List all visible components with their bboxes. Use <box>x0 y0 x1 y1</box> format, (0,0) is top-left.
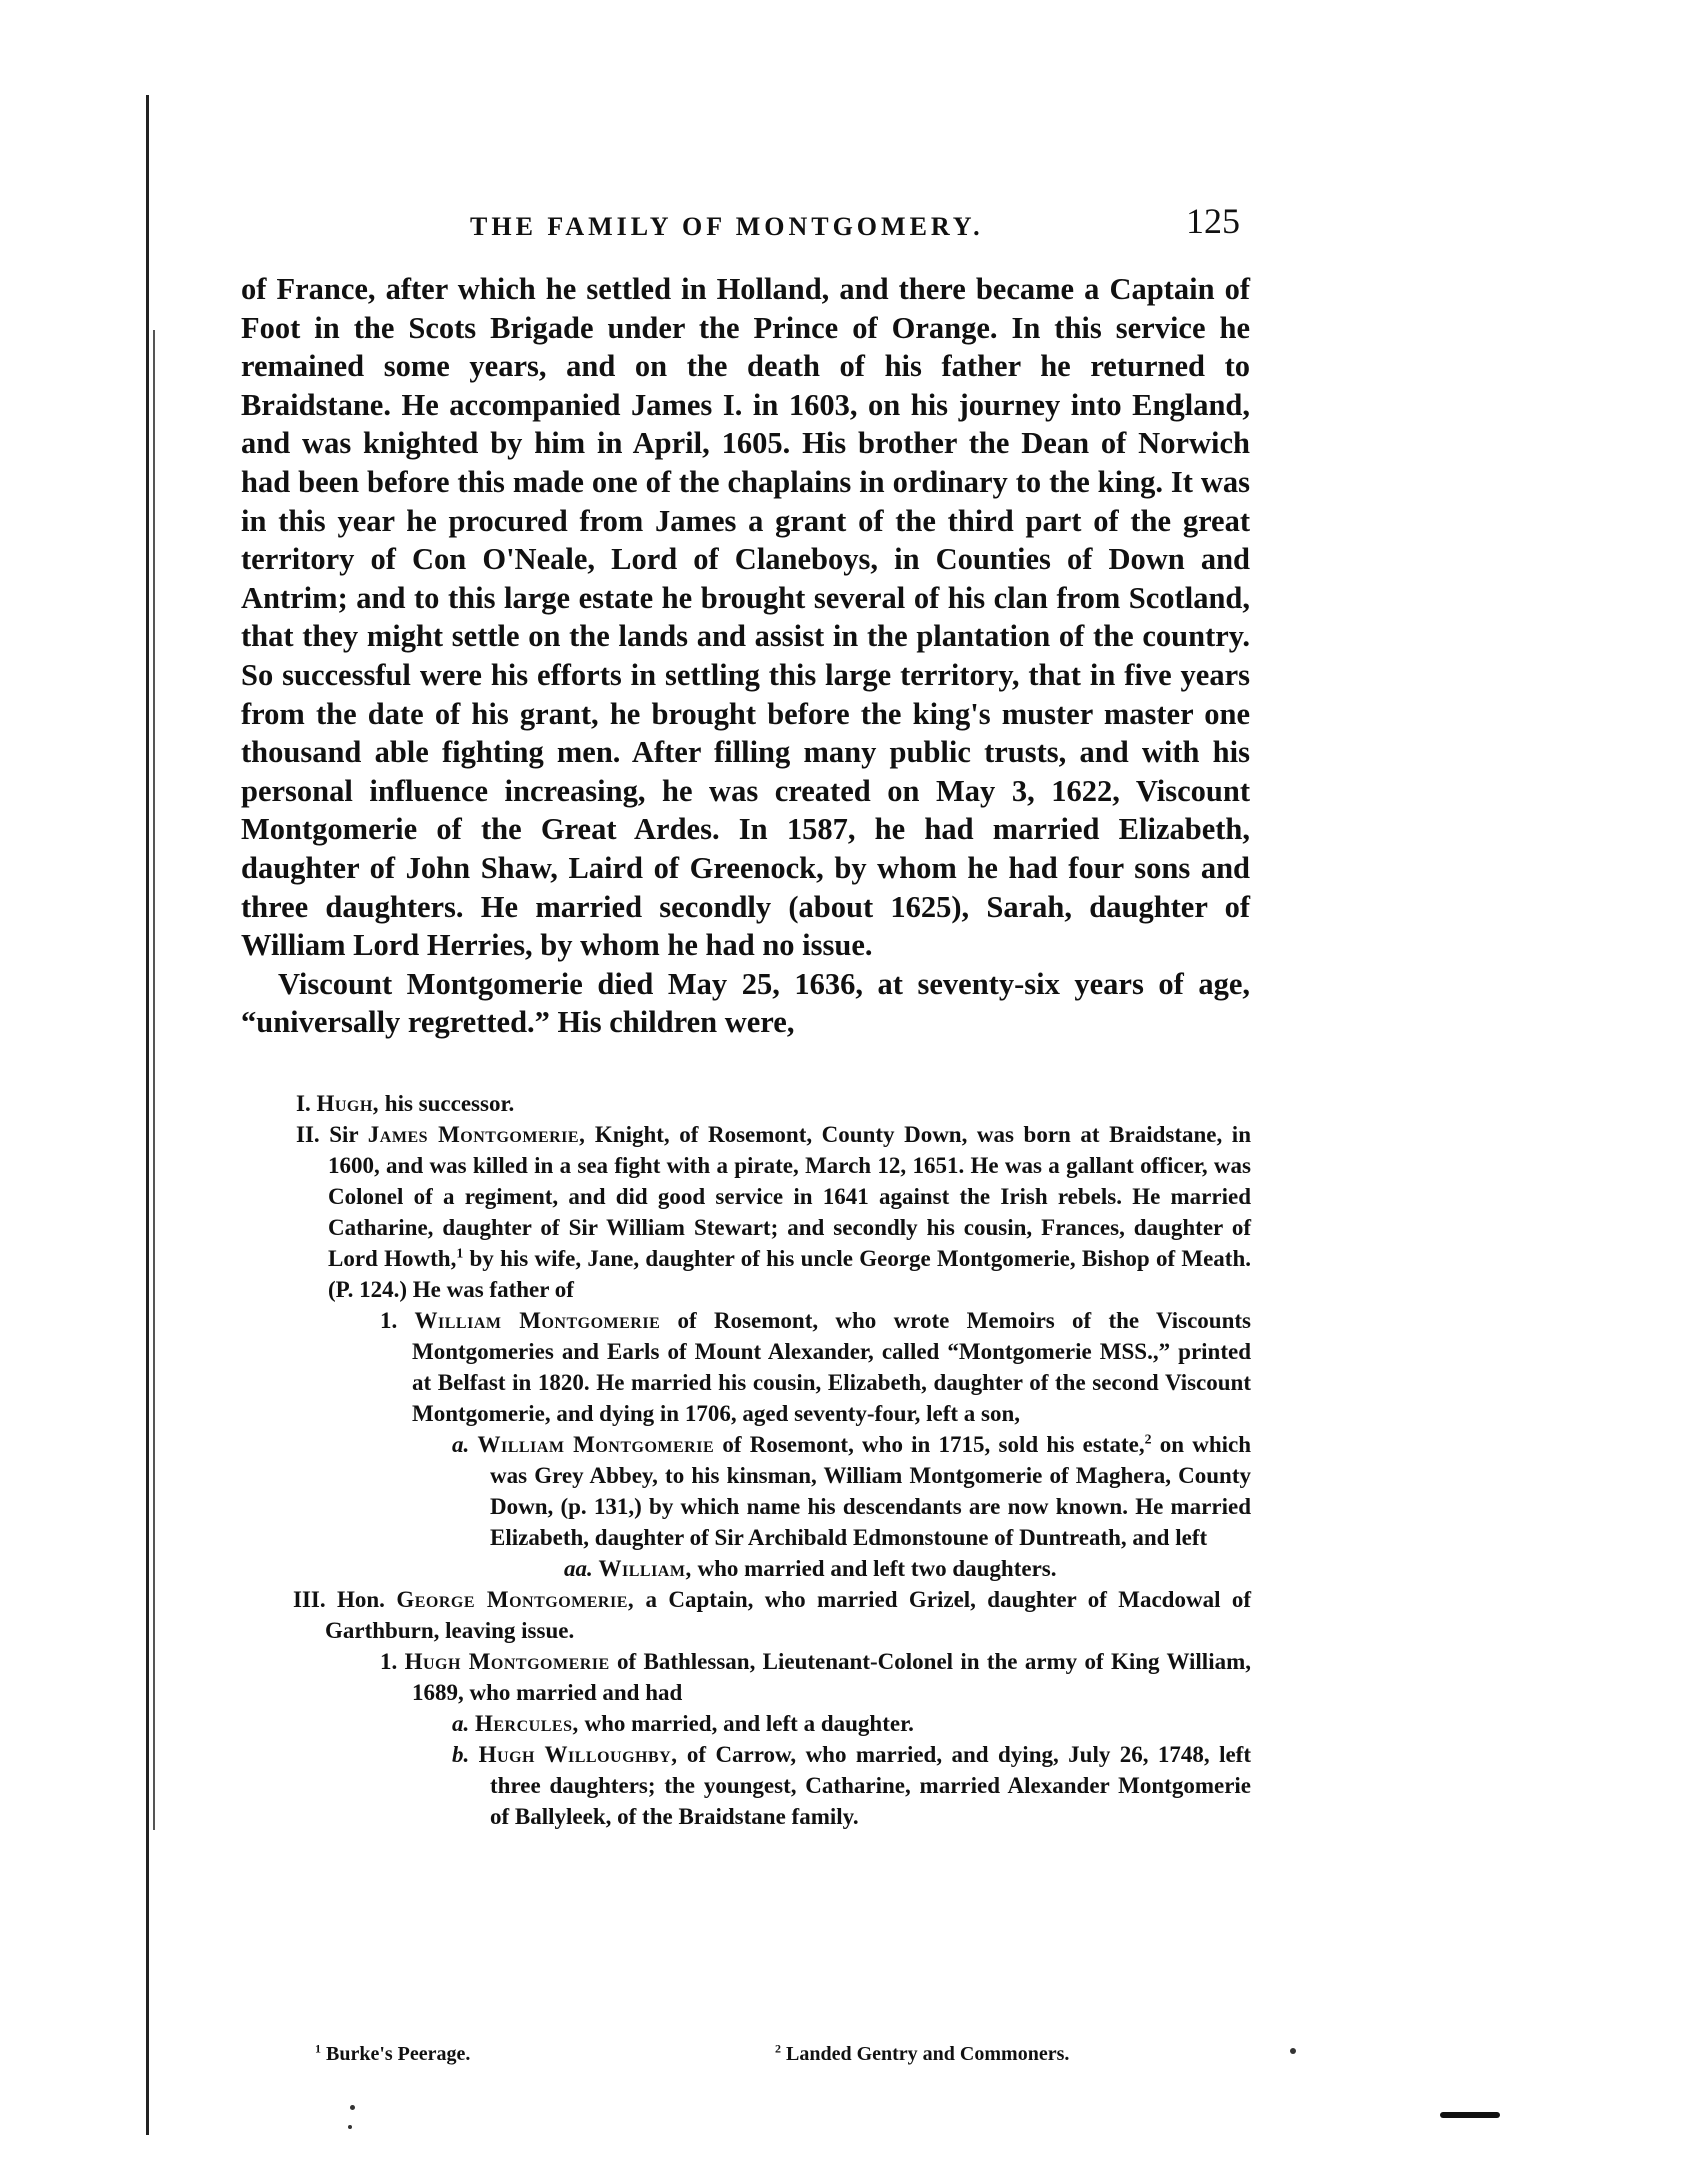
entry-marker: a. <box>452 1711 470 1736</box>
entry-text: of Rosemont, who in 1715, sold his estate, <box>714 1432 1145 1457</box>
entry-name: George Montgomerie, <box>396 1587 635 1612</box>
entry-text: who married and left two daughters. <box>691 1556 1057 1581</box>
footnote <box>315 2043 470 2066</box>
paragraph: Viscount Montgomerie died May 25, 1636, at seventy-six years of age, “universally regretted.” His children were, <box>241 966 1250 1040</box>
entry-text: of Rosemont, who wrote Memoirs of the Viscounts Montgomeries and Earls of Mount Alexander, called “Montgomerie MSS.,” printed at Belfast in 1820. He married his cousin, Elizabeth, daughter of the second Viscount Montgomerie, and dying in 1706, aged seventy-four, left a son, <box>412 1308 1251 1426</box>
footnote-text: Burke's Peerage. <box>321 2043 471 2065</box>
entry-prefix: Sir <box>329 1122 368 1147</box>
entry-name: Hercules, <box>475 1711 579 1736</box>
entry-text: of Bathlessan, Lieutenant-Colonel in the army of King William, 1689, who married and had <box>412 1649 1251 1705</box>
entry-name: Hugh Willoughby, <box>478 1742 678 1767</box>
entry-text: his successor. <box>379 1091 515 1116</box>
paragraph: of France, after which he settled in Holland, and there became a Captain of Foot in the Scots Brigade under the Prince of Orange. In this service he remained some years, and on the death of his father he returned to Braidstane. He accompanied James I. in 1603, on his journey into England, and was knighted by him in April, 1605. His brother the Dean of Norwich had been before this made one of the chaplains in ordinary to the king. It was in this year he procured from James a grant of the third part of the great territory of Con O'Neale, Lord of Claneboys, in Counties of Down and Antrim; and to this large estate he brought several of his clan from Scotland, that they might settle on the lands and assist in the plantation of the country. So successful were his efforts in settling this large territory, that in five years from the date of his grant, he brought before the king's muster master one thousand able fighting men. After filling many public trusts, and with his personal influence increasing, he was created on May 3, 1622, Viscount Montgomerie of the Great Ardes. In 1587, he had married Elizabeth, daughter of John Shaw, Laird of Greenock, by whom he had four sons and three daughters. He married secondly (about 1625), Sarah, daughter of William Lord Herries, by whom he had no issue. <box>241 272 1250 963</box>
footnote-ref: 2 <box>1144 1431 1152 1447</box>
list-item <box>452 1708 1251 1739</box>
entry-text: Knight, of Rosemont, County Down, was born at Braidstane, in 1600, and was killed in a sea fight with a pirate, March 12, 1651. He was a gallant officer, was Colonel of a regiment, and did good service in 1641 against the Irish rebels. He married Catharine, daughter of Sir William Stewart; and secondly his cousin, Frances, daughter of Lord Howth, <box>328 1122 1251 1271</box>
entry-name: James Montgomerie, <box>367 1122 586 1147</box>
running-title: THE FAMILY OF MONTGOMERY. <box>470 212 984 241</box>
entry-text: of Carrow, who married, and dying, July 26, 1748, left three daughters; the youngest, Catharine, married Alexander Montgomerie of Ballyleek, of the Braidstane family. <box>490 1742 1252 1829</box>
footnote-mark: 1 <box>315 2041 321 2056</box>
entry-marker: II. <box>296 1122 320 1147</box>
running-head <box>470 200 1240 250</box>
list-item <box>296 1119 1251 1305</box>
list-item <box>452 1739 1251 1832</box>
footnote-mark: 2 <box>775 2041 781 2056</box>
list-item <box>380 1305 1251 1429</box>
entry-text: by his wife, Jane, daughter of his uncle George Montgomerie, Bishop of Meath. (P. 124.) He was father of <box>328 1246 1251 1302</box>
entry-name: William Montgomerie <box>477 1432 715 1457</box>
page-binding-edge <box>146 95 149 2135</box>
entry-marker: I. <box>296 1091 311 1116</box>
entry-name: Hugh Montgomerie <box>404 1649 610 1674</box>
entry-marker: aa. <box>564 1556 593 1581</box>
list-item <box>293 1584 1251 1646</box>
entry-name: William, <box>598 1556 692 1581</box>
print-speck <box>348 2125 352 2129</box>
entry-marker: a. <box>452 1432 470 1457</box>
entry-marker: b. <box>452 1742 470 1767</box>
list-item <box>452 1429 1251 1553</box>
list-item <box>296 1088 1251 1119</box>
list-item <box>564 1553 1251 1584</box>
entry-text: who married, and left a daughter. <box>578 1711 914 1736</box>
page-number: 125 <box>1186 201 1240 241</box>
list-item <box>380 1646 1251 1708</box>
footnote <box>775 2043 1069 2066</box>
print-speck <box>1290 2048 1296 2054</box>
entry-text: on which was Grey Abbey, to his kinsman, William Montgomerie of Maghera, County Down, (p. 131,) by which name his descendants are now known. He married Elizabeth, daughter of Sir Archibald Edmonstoune of Duntreath, and left <box>490 1432 1252 1550</box>
print-mark <box>1440 2112 1500 2118</box>
footnote-text: Landed Gentry and Commoners. <box>781 2043 1070 2065</box>
entry-prefix: Hon. <box>337 1587 397 1612</box>
entry-marker: 1. <box>380 1308 398 1333</box>
entry-marker: III. <box>293 1587 326 1612</box>
entry-name: Hugh, <box>316 1091 380 1116</box>
entry-text: a Captain, who married Grizel, daughter of Macdowal of Garthburn, leaving issue. <box>325 1587 1252 1643</box>
body-text <box>241 270 1250 1042</box>
entry-marker: 1. <box>380 1649 398 1674</box>
genealogy-list <box>293 1088 1252 1832</box>
print-speck <box>350 2105 355 2110</box>
entry-name: William Montgomerie <box>414 1308 661 1333</box>
footnote-ref: 1 <box>456 1245 464 1261</box>
page-binding-shadow <box>153 330 155 1830</box>
